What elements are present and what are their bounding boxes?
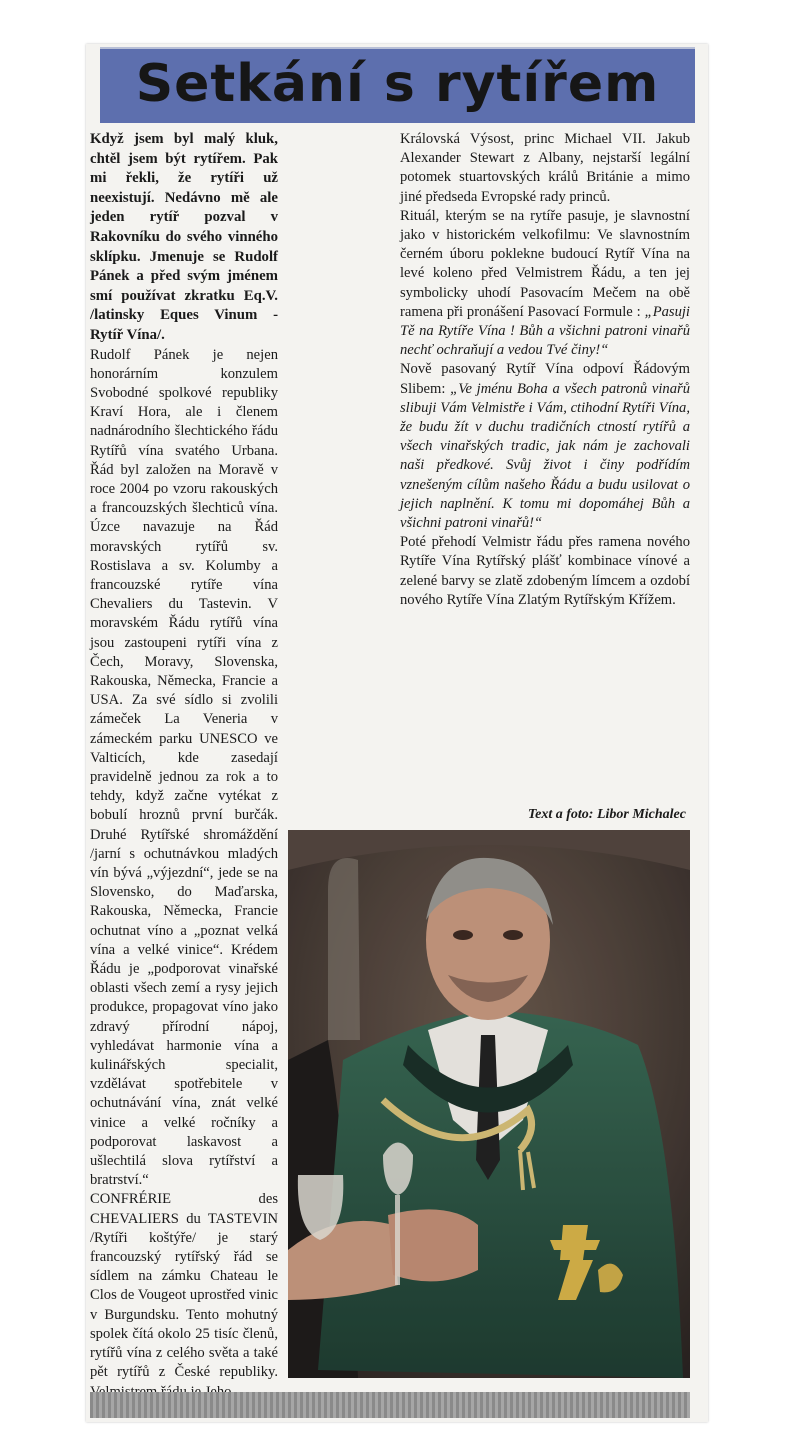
bottom-edge-strip bbox=[90, 1392, 690, 1418]
paragraph-cloak: Poté přehodí Velmistr řádu přes ramena nového Rytíře Vína Rytířský plášť kombinace vínové a zelené barvy se zlatě zdobeným límcem a ozdobí nového Rytíře Vína Zlatým Rytířským Křížem. bbox=[400, 534, 690, 608]
right-column bbox=[400, 130, 690, 830]
paragraph-grand-master: Královská Výsost, princ Michael VII. Jakub Alexander Stewart z Albany, nejstarší legální potomek stuartovských králů Británie a mimo jiné předseda Evropské rady princů. bbox=[400, 131, 690, 205]
article-headline: Setkání s rytířem bbox=[135, 54, 660, 114]
paragraph-order: Rudolf Pánek je nejen honorárním konzulem Svobodné spolkové republiky Kraví Hora, ale i členem nadnárodního šlechtického řádu Rytířů vína svatého Urbana. Řád byl založen na Moravě v roce 2004 po vzoru rakouských a francouzských šlechticů vína. Úzce navazuje na Řád moravských rytířů sv. Rostislava a sv. Kolumby a francouzské rytíře vína Chevaliers du Tastevin. V moravském Řádu rytířů vína jsou zastoupeni rytíři vína z Čech, Moravy, Slovenska, Rakouska, Německa, Francie a USA. Za své sídlo si zvolili zámeček La Veneria v zámeckém parku UNESCO ve Valticích, kde zasedají pravidelně jednou za rok a to tehdy, když začne vytékat z bobulí hroznů první burčák. Druhé Rytířské shromáždění /jarní s ochutnávkou mladých vín bývá „výjezdní“, jede se na Slovensko, do Maďarska, Rakouska, Německa, Francie ochutnat víno a „poznat velká vína a velké vinice“. Krédem Řádu je „podporovat vinařské oblasti všech zemí a rysy jejich produkce, propagovat víno jako zdravý přírodní nápoj, vyhledávat harmonie vína a kulinářských specialit, vzdělávat spotřebitele v ochutnávání vína, znát velké vinice a velké ročníky a podporovat laskavost a ušlechtilá slova rytířství a bratrství.“ bbox=[90, 346, 278, 1189]
headline-band bbox=[100, 47, 695, 123]
photo-credit: Text a foto: Libor Michalec bbox=[527, 807, 686, 822]
paragraph-tastevin: CONFRÉRIE des CHEVALIERS du TASTEVIN /Rytíři koštýře/ je starý francouzský rytířský řád se sídlem na zámku Chateau le Clos de Vougeot uprostřed vinic v Burgundsku. Tento mohutný spolek čítá okolo 25 tisíc členů, rytířů vína z celého světa a také pět rytířů z České republiky. bbox=[90, 1191, 278, 1381]
portrait-photo bbox=[288, 830, 690, 1378]
paragraph-ritual bbox=[400, 207, 690, 361]
portrait-photo-icon bbox=[288, 830, 690, 1378]
oath-text: Nově pasovaný Rytíř Vína odpoví Řádovým Slibem: bbox=[400, 361, 690, 397]
oath-quote: „Ve jménu Boha a všech patronů vinařů slibuji Vám Velmistře i Vám, ctihodní Rytíři Vína, že budu žít v duchu tradičních ctností rytířů a všech vinařských tradic, jak nám je zachovali naši předkové. Svůj život i činy podřídím vznešeným cílům našeho Řádu a budu usilovat o jejich naplnění. K tomu mi dopomáhej Bůh a všichni patroni vinařů!“ bbox=[400, 380, 691, 532]
ritual-text: Rituál, kterým se na rytíře pasuje, je slavnostní jako v historickém velkofilmu: Ve slavnostním černém úboru poklekne budoucí Rytíř Vína na levé koleno před Velmistrem Řádu, a ten jej symbolicky uhodí Pasovacím Mečem na obě ramena při pronášení Pasovací Formule : bbox=[400, 207, 690, 320]
article-lead: Když jsem byl malý kluk, chtěl jsem být rytířem. Pak mi řekli, že rytíři už neexistují. Nedávno mě ale jeden rytíř pozval v Rakovníku do svého vinného sklípku. Jmenuje se Rudolf Pánek a před svým jménem smí používat zkratku Eq.V. /latinsky Eques Vinum - Rytíř Vína/. bbox=[90, 131, 278, 343]
paragraph-oath bbox=[400, 360, 690, 533]
ritual-formula-quote: „Pasuji Tě na Rytíře Vína ! Bůh a všichni patroni vinařů nechť ochraňují a vedou Tvé činy!“ bbox=[400, 303, 690, 359]
